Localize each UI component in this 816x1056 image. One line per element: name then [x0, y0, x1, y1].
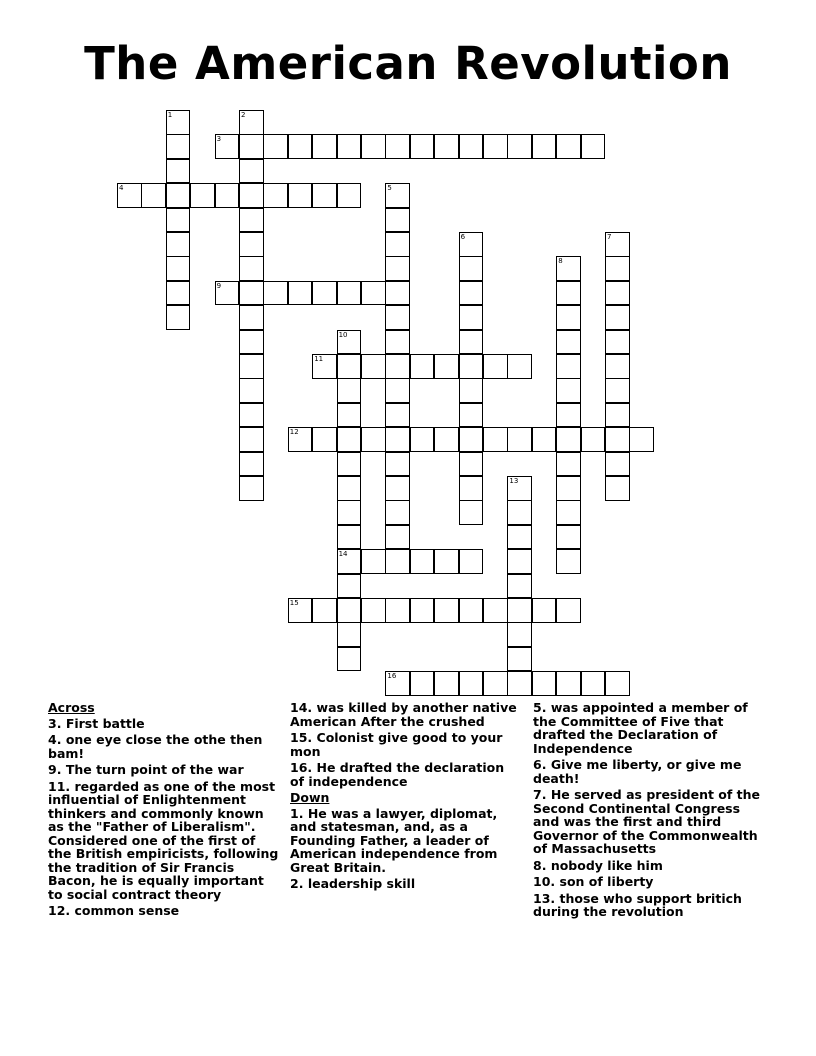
clues-column-2 [290, 701, 522, 894]
grid-cell[interactable] [337, 403, 362, 428]
grid-cell[interactable] [556, 330, 581, 355]
grid-cell[interactable] [385, 549, 410, 574]
grid-cell[interactable] [605, 354, 630, 379]
grid-cell[interactable] [459, 549, 484, 574]
grid-cell[interactable] [605, 671, 630, 696]
grid-cell[interactable] [190, 183, 215, 208]
grid-cell[interactable] [532, 598, 557, 623]
grid-cell[interactable] [507, 500, 532, 525]
grid-cell[interactable] [556, 500, 581, 525]
clue-number: 12. [48, 903, 71, 918]
grid-cell[interactable] [556, 281, 581, 306]
grid-cell[interactable] [434, 549, 459, 574]
clue-text: one eye close the othe then bam! [48, 732, 263, 761]
grid-cell[interactable] [215, 134, 240, 159]
grid-cell[interactable] [239, 403, 264, 428]
grid-cell[interactable] [385, 281, 410, 306]
grid-cell[interactable] [361, 598, 386, 623]
grid-cell[interactable] [239, 110, 264, 135]
grid-cell[interactable] [556, 305, 581, 330]
clue-text: The turn point of the war [65, 762, 244, 777]
grid-cell[interactable] [605, 330, 630, 355]
grid-cell[interactable] [361, 354, 386, 379]
grid-cell[interactable] [239, 232, 264, 257]
grid-cell[interactable] [215, 281, 240, 306]
clues-column-3 [533, 701, 765, 922]
grid-cell[interactable] [556, 549, 581, 574]
grid-cell[interactable] [581, 134, 606, 159]
grid-cell[interactable] [239, 354, 264, 379]
grid-cell[interactable] [337, 598, 362, 623]
grid-cell[interactable] [605, 403, 630, 428]
grid-cell[interactable] [239, 183, 264, 208]
grid-cell[interactable] [239, 452, 264, 477]
clue-number: 5. [533, 700, 547, 715]
clue-number-label: 13 [509, 477, 519, 485]
clue-text: He drafted the declaration of independence [290, 760, 505, 789]
page-title: The American Revolution [84, 37, 732, 90]
grid-cell[interactable] [385, 525, 410, 550]
clue-number: 16. [290, 760, 313, 775]
grid-cell[interactable] [385, 403, 410, 428]
grid-cell[interactable] [507, 647, 532, 672]
grid-cell[interactable] [507, 476, 532, 501]
grid-cell[interactable] [410, 134, 435, 159]
clue-number: 9. [48, 762, 62, 777]
grid-cell[interactable] [459, 403, 484, 428]
grid-cell[interactable] [532, 134, 557, 159]
section-heading: Down [290, 790, 330, 805]
clue-text: Colonist give good to your mon [290, 730, 503, 759]
grid-cell[interactable] [410, 354, 435, 379]
grid-cell[interactable] [288, 183, 313, 208]
grid-cell[interactable] [166, 305, 191, 330]
grid-cell[interactable] [605, 281, 630, 306]
grid-cell[interactable] [239, 256, 264, 281]
grid-cell[interactable] [459, 305, 484, 330]
grid-cell[interactable] [361, 134, 386, 159]
grid-cell[interactable] [556, 525, 581, 550]
grid-cell[interactable] [385, 671, 410, 696]
grid-cell[interactable] [507, 549, 532, 574]
grid-cell[interactable] [556, 378, 581, 403]
clue-number-label: 11 [314, 355, 324, 363]
grid-cell[interactable] [459, 598, 484, 623]
clue-text: regarded as one of the most influential of Enlightenment thinkers and commonly known as the "Father of Liberalism". Considered one of the first of the British empiricists, following the tradition of Sir Francis Bacon, he is equally important to social contract theory [48, 778, 279, 902]
grid-cell[interactable] [337, 378, 362, 403]
clue-number-label: 2 [241, 111, 246, 119]
grid-cell[interactable] [337, 330, 362, 355]
clue-text: He was a lawyer, diplomat, and statesman, and, as a Founding Father, a leader of American independence from Great Britain. [290, 805, 498, 875]
clue-text: leadership skill [307, 876, 416, 891]
clues-column-1 [48, 701, 280, 921]
clue-item [48, 733, 280, 760]
grid-cell[interactable] [361, 281, 386, 306]
grid-cell[interactable] [288, 134, 313, 159]
clue-item [533, 892, 765, 919]
grid-cell[interactable] [312, 427, 337, 452]
clue-item [48, 763, 280, 777]
grid-cell[interactable] [434, 134, 459, 159]
grid-cell[interactable] [507, 354, 532, 379]
grid-cell[interactable] [239, 330, 264, 355]
clue-number-label: 3 [216, 135, 222, 144]
grid-cell[interactable] [459, 452, 484, 477]
clue-number-label: 7 [607, 233, 612, 241]
grid-cell[interactable] [239, 476, 264, 501]
grid-cell[interactable] [166, 159, 191, 184]
clue-number-label: 5 [387, 184, 392, 193]
clue-item [533, 701, 765, 755]
clue-text: common sense [74, 903, 180, 918]
grid-cell[interactable] [337, 354, 362, 379]
clue-item [290, 761, 522, 788]
clue-number-label: 14 [338, 550, 348, 559]
clue-number: 7. [533, 787, 547, 802]
grid-cell[interactable] [605, 476, 630, 501]
grid-cell[interactable] [459, 330, 484, 355]
grid-cell[interactable] [166, 110, 191, 135]
grid-cell[interactable] [117, 183, 142, 208]
grid-cell[interactable] [337, 500, 362, 525]
clue-number: 1. [290, 805, 304, 821]
grid-cell[interactable] [507, 427, 532, 452]
clue-number-label: 10 [338, 330, 348, 339]
grid-cell[interactable] [532, 671, 557, 696]
clue-item [48, 904, 280, 918]
grid-cell[interactable] [605, 256, 630, 281]
clue-item [290, 701, 522, 728]
grid-cell[interactable] [556, 134, 581, 159]
grid-cell[interactable] [581, 427, 606, 452]
grid-cell[interactable] [459, 256, 484, 281]
grid-cell[interactable] [483, 598, 508, 623]
grid-cell[interactable] [239, 208, 264, 233]
grid-cell[interactable] [507, 598, 532, 623]
grid-cell[interactable] [215, 183, 240, 208]
clue-number-label: 12 [289, 428, 299, 437]
grid-cell[interactable] [166, 256, 191, 281]
grid-cell[interactable] [166, 134, 191, 159]
clue-text: nobody like him [550, 857, 663, 873]
grid-cell[interactable] [337, 549, 362, 574]
grid-cell[interactable] [434, 671, 459, 696]
grid-cell[interactable] [337, 622, 362, 647]
clue-text: those who support britich during the revolution [533, 890, 742, 919]
grid-cell[interactable] [166, 232, 191, 257]
grid-cell[interactable] [337, 281, 362, 306]
clue-number: 11. [48, 778, 71, 794]
grid-cell[interactable] [410, 549, 435, 574]
grid-cell[interactable] [556, 476, 581, 501]
grid-cell[interactable] [385, 330, 410, 355]
grid-cell[interactable] [507, 574, 532, 599]
grid-cell[interactable] [385, 305, 410, 330]
grid-cell[interactable] [385, 452, 410, 477]
clue-item [290, 877, 522, 891]
clue-item [533, 859, 765, 873]
grid-cell[interactable] [507, 671, 532, 696]
grid-cell[interactable] [337, 476, 362, 501]
grid-cell[interactable] [434, 427, 459, 452]
grid-cell[interactable] [385, 256, 410, 281]
grid-cell[interactable] [507, 525, 532, 550]
grid-cell[interactable] [605, 378, 630, 403]
grid-cell[interactable] [337, 134, 362, 159]
grid-cell[interactable] [605, 305, 630, 330]
grid-cell[interactable] [556, 598, 581, 623]
grid-cell[interactable] [483, 134, 508, 159]
grid-cell[interactable] [605, 427, 630, 452]
grid-cell[interactable] [459, 281, 484, 306]
grid-cell[interactable] [581, 671, 606, 696]
clue-item [48, 717, 280, 731]
grid-cell[interactable] [239, 159, 264, 184]
clue-number-label: 8 [558, 257, 563, 266]
grid-cell[interactable] [288, 427, 313, 452]
grid-cell[interactable] [166, 183, 191, 208]
grid-cell[interactable] [629, 427, 654, 452]
grid-cell[interactable] [337, 183, 362, 208]
grid-cell[interactable] [410, 427, 435, 452]
grid-cell[interactable] [263, 183, 288, 208]
grid-cell[interactable] [337, 525, 362, 550]
grid-cell[interactable] [312, 183, 337, 208]
grid-cell[interactable] [385, 427, 410, 452]
clue-text: First battle [65, 715, 145, 731]
grid-cell[interactable] [385, 208, 410, 233]
grid-cell[interactable] [263, 281, 288, 306]
clue-item [533, 788, 765, 856]
grid-cell[interactable] [385, 476, 410, 501]
clue-item [290, 807, 522, 875]
grid-cell[interactable] [483, 354, 508, 379]
grid-cell[interactable] [288, 281, 313, 306]
grid-cell[interactable] [385, 378, 410, 403]
grid-cell[interactable] [556, 427, 581, 452]
clue-number: 13. [533, 890, 556, 906]
clue-number-label: 4 [119, 184, 124, 193]
grid-cell[interactable] [532, 427, 557, 452]
grid-cell[interactable] [556, 671, 581, 696]
grid-cell[interactable] [239, 134, 264, 159]
grid-cell[interactable] [288, 598, 313, 623]
clue-number: 15. [290, 730, 313, 745]
clue-number-label: 15 [289, 599, 299, 607]
grid-cell[interactable] [385, 232, 410, 257]
clue-text: Give me liberty, or give me death! [533, 757, 742, 786]
clue-number-label: 1 [167, 111, 173, 119]
grid-cell[interactable] [507, 622, 532, 647]
grid-cell[interactable] [263, 134, 288, 159]
grid-cell[interactable] [337, 452, 362, 477]
grid-cell[interactable] [556, 354, 581, 379]
clue-text: was appointed a member of the Committee of Five that drafted the Declaration of Independence [533, 700, 748, 756]
grid-cell[interactable] [459, 232, 484, 257]
grid-cell[interactable] [337, 574, 362, 599]
clue-number-label: 16 [387, 672, 397, 681]
clue-number: 8. [533, 857, 547, 873]
grid-cell[interactable] [312, 354, 337, 379]
grid-cell[interactable] [385, 500, 410, 525]
grid-cell[interactable] [556, 256, 581, 281]
clue-number: 14. [290, 700, 313, 715]
clue-item [290, 731, 522, 758]
grid-cell[interactable] [239, 281, 264, 306]
grid-cell[interactable] [312, 281, 337, 306]
grid-cell[interactable] [459, 476, 484, 501]
grid-cell[interactable] [459, 427, 484, 452]
clue-item [533, 758, 765, 785]
grid-cell[interactable] [361, 427, 386, 452]
grid-cell[interactable] [166, 208, 191, 233]
clue-number: 2. [290, 876, 304, 891]
grid-cell[interactable] [385, 354, 410, 379]
grid-cell[interactable] [166, 281, 191, 306]
grid-cell[interactable] [410, 671, 435, 696]
grid-cell[interactable] [410, 598, 435, 623]
grid-cell[interactable] [312, 598, 337, 623]
clue-number-label: 6 [460, 233, 466, 241]
grid-cell[interactable] [556, 452, 581, 477]
section-heading: Across [48, 700, 95, 715]
grid-cell[interactable] [337, 647, 362, 672]
grid-cell[interactable] [605, 452, 630, 477]
grid-cell[interactable] [556, 403, 581, 428]
clue-number: 6. [533, 757, 547, 772]
grid-cell[interactable] [239, 305, 264, 330]
grid-cell[interactable] [459, 671, 484, 696]
grid-cell[interactable] [459, 378, 484, 403]
clue-text: son of liberty [559, 874, 654, 889]
clue-number: 4. [48, 732, 62, 747]
grid-cell[interactable] [239, 427, 264, 452]
grid-cell[interactable] [483, 671, 508, 696]
clue-text: He served as president of the Second Continental Congress and was the first and third Governor of the Commonwealth of Massachusetts [533, 787, 761, 856]
grid-cell[interactable] [459, 354, 484, 379]
grid-cell[interactable] [434, 354, 459, 379]
grid-cell[interactable] [312, 134, 337, 159]
clue-number-label: 9 [216, 281, 222, 290]
grid-cell[interactable] [434, 598, 459, 623]
grid-cell[interactable] [141, 183, 166, 208]
clue-item [48, 780, 280, 902]
grid-cell[interactable] [483, 427, 508, 452]
grid-cell[interactable] [459, 500, 484, 525]
grid-cell[interactable] [337, 427, 362, 452]
grid-cell[interactable] [385, 183, 410, 208]
grid-cell[interactable] [361, 549, 386, 574]
clue-number: 3. [48, 715, 62, 731]
clue-text: was killed by another native American After the crushed [290, 700, 517, 729]
clue-number: 10. [533, 874, 556, 889]
clue-item [533, 875, 765, 889]
grid-cell[interactable] [385, 598, 410, 623]
grid-cell[interactable] [459, 134, 484, 159]
grid-cell[interactable] [385, 134, 410, 159]
grid-cell[interactable] [605, 232, 630, 257]
grid-cell[interactable] [239, 378, 264, 403]
grid-cell[interactable] [507, 134, 532, 159]
